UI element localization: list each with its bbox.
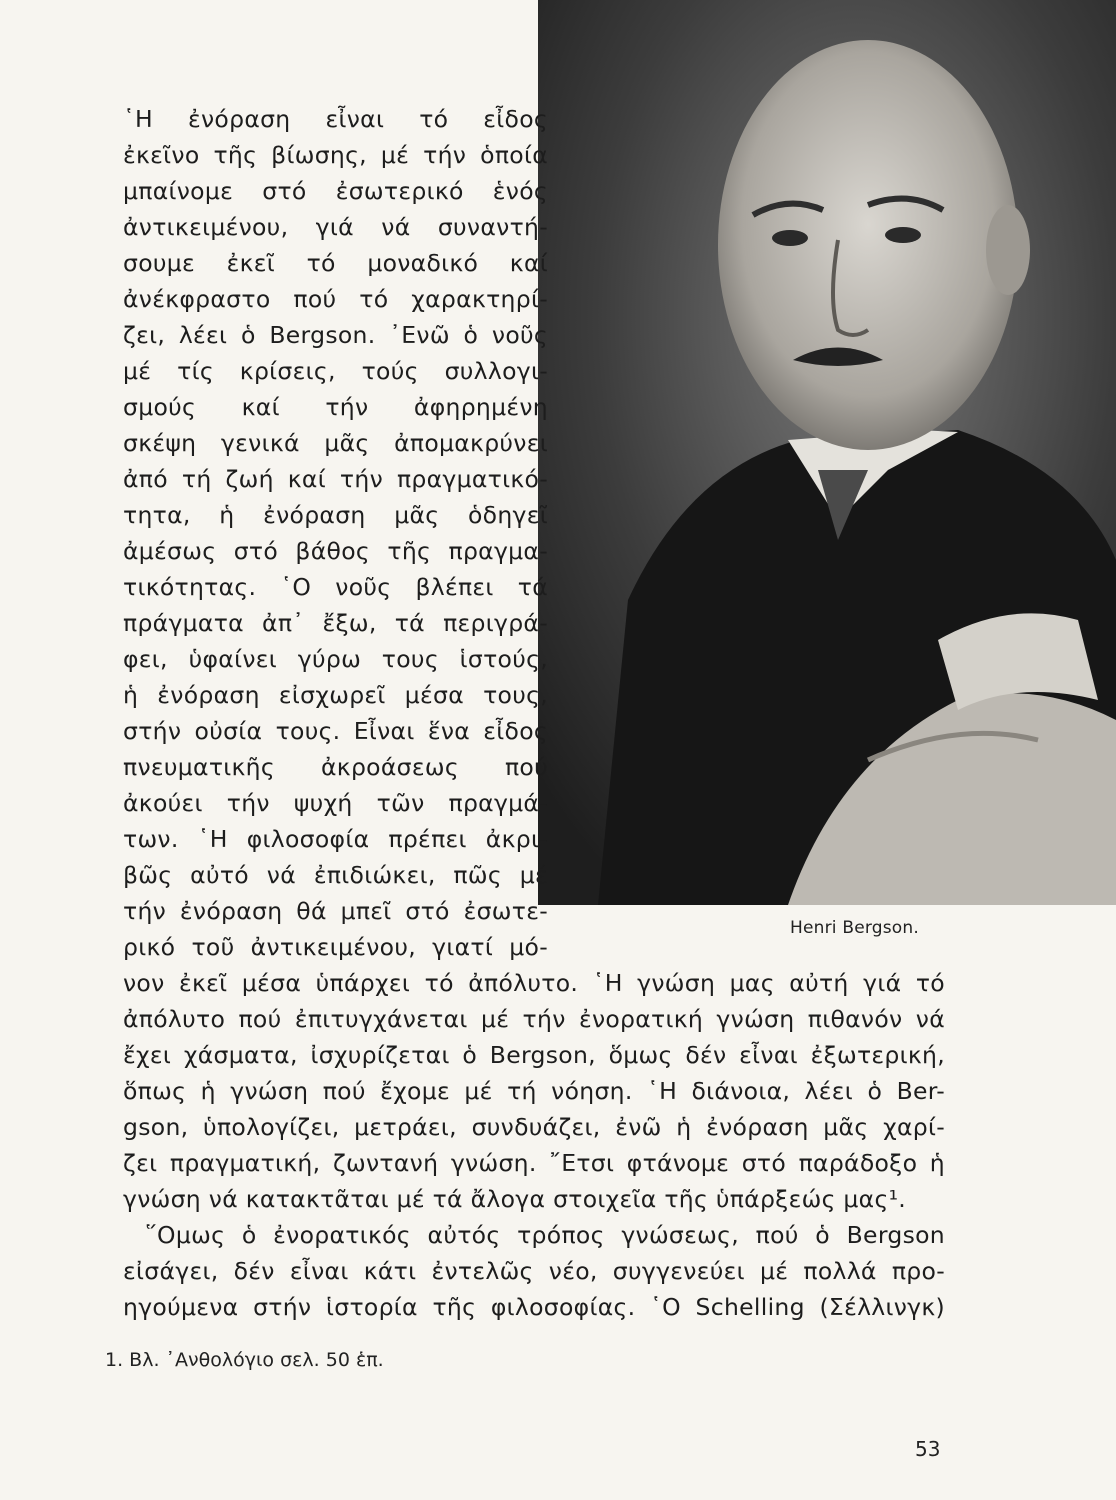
text-line: σουμε ἐκεῖ τό μοναδικό καί xyxy=(123,249,548,277)
text-line: εἰσάγει, δέν εἶναι κάτι ἐντελῶς νέο, συγγενεύει μέ πολλά προ- xyxy=(123,1257,945,1285)
text-line: πράγματα ἀπ᾿ ἔξω, τά περιγρά- xyxy=(123,609,548,637)
text-line: ζει, λέει ὁ Bergson. ᾿Ενῶ ὁ νοῦς xyxy=(123,321,548,349)
text-line: ῾Η ἐνόραση εἶναι τό εἶδος xyxy=(123,105,548,133)
text-line: ἡ ἐνόραση εἰσχωρεῖ μέσα τους, xyxy=(123,681,548,709)
text-line: ἐκεῖνο τῆς βίωσης, μέ τήν ὁποία xyxy=(123,141,548,169)
text-line: ζει πραγματική, ζωντανή γνώση. ῎Ετσι φτάνομε στό παράδοξο ἡ xyxy=(123,1149,945,1177)
text-line: ὅπως ἡ γνώση πού ἔχομε μέ τή νόηση. ῾Η διάνοια, λέει ὁ Ber- xyxy=(123,1077,945,1105)
text-line: ἀνέκφραστο πού τό χαρακτηρί- xyxy=(123,285,548,313)
footnote: 1. Βλ. ᾿Ανθολόγιο σελ. 50 ἑπ. xyxy=(105,1349,384,1371)
text-line: gson, ὑπολογίζει, μετράει, συνδυάζει, ἐνῶ ἡ ἐνόραση μᾶς χαρί- xyxy=(123,1113,945,1141)
photo-caption: Henri Bergson. xyxy=(790,918,919,938)
text-line: ἀκούει τήν ψυχή τῶν πραγμά- xyxy=(123,789,548,817)
text-line: βῶς αὐτό νά ἐπιδιώκει, πῶς μέ xyxy=(123,861,548,889)
text-line: μέ τίς κρίσεις, τούς συλλογι- xyxy=(123,357,548,385)
portrait-photo xyxy=(538,0,1116,905)
text-line: των. ῾Η φιλοσοφία πρέπει ἀκρι- xyxy=(123,825,548,853)
text-line: ηγούμενα στήν ἱστορία τῆς φιλοσοφίας. ῾Ο Schelling (Σέλλινγκ) xyxy=(123,1293,945,1321)
portrait-illustration xyxy=(538,0,1116,905)
text-line: τητα, ἡ ἐνόραση μᾶς ὁδηγεῖ xyxy=(123,501,548,529)
text-line: ἀπόλυτο πού ἐπιτυγχάνεται μέ τήν ἐνορατική γνώση πιθανόν νά xyxy=(123,1005,945,1033)
text-line: ἔχει χάσματα, ἰσχυρίζεται ὁ Bergson, ὅμως δέν εἶναι ἐξωτερική, xyxy=(123,1041,945,1069)
text-line: ἀντικειμένου, γιά νά συναντή- xyxy=(123,213,548,241)
text-line: σμούς καί τήν ἀφηρημένη xyxy=(123,393,548,421)
text-line: φει, ὑφαίνει γύρω τους ἱστούς, xyxy=(123,645,548,673)
text-line: τικότητας. ῾Ο νοῦς βλέπει τά xyxy=(123,573,548,601)
text-line: ρικό τοῦ ἀντικειμένου, γιατί μό- xyxy=(123,933,548,961)
text-line: σκέψη γενικά μᾶς ἀπομακρύνει xyxy=(123,429,548,457)
text-line: ἀπό τή ζωή καί τήν πραγματικό- xyxy=(123,465,548,493)
text-line: τήν ἐνόραση θά μπεῖ στό ἐσωτε- xyxy=(123,897,548,925)
text-line: στήν οὐσία τους. Εἶναι ἕνα εἶδος xyxy=(123,717,548,745)
text-line: πνευματικῆς ἀκροάσεως πού xyxy=(123,753,548,781)
text-line: νον ἐκεῖ μέσα ὑπάρχει τό ἀπόλυτο. ῾Η γνώση μας αὐτή γιά τό xyxy=(123,969,945,997)
text-line: μπαίνομε στό ἐσωτερικό ἑνός xyxy=(123,177,548,205)
text-line: ῞Ομως ὁ ἐνορατικός αὐτός τρόπος γνώσεως, πού ὁ Bergson xyxy=(145,1221,945,1249)
text-line: ἀμέσως στό βάθος τῆς πραγμα- xyxy=(123,537,548,565)
text-line: γνώση νά κατακτᾶται μέ τά ἄλογα στοιχεῖα τῆς ὑπάρξεώς μας¹. xyxy=(123,1185,907,1213)
page-number: 53 xyxy=(915,1437,941,1461)
